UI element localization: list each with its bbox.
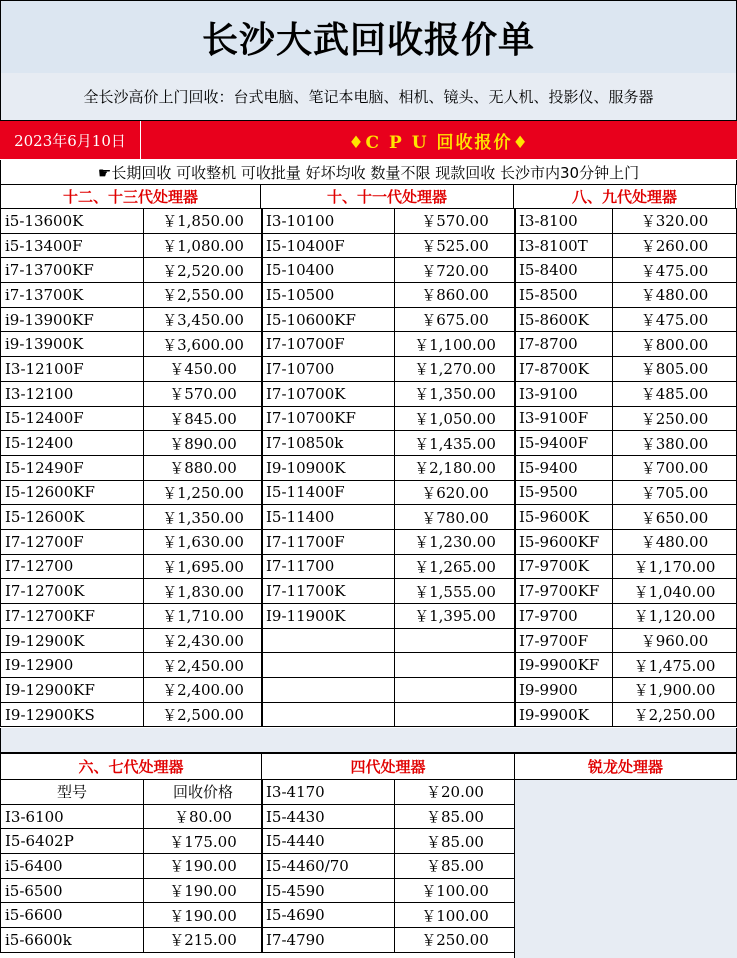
- table-row: [1, 209, 263, 234]
- table-row: [262, 604, 516, 629]
- price-cell: ￥2,550.00: [144, 283, 263, 308]
- model-cell: I7-11700F: [262, 529, 395, 554]
- table-row: [515, 307, 737, 332]
- table-row: [1, 332, 263, 357]
- price-cell: ￥860.00: [395, 283, 516, 308]
- model-cell: I7-11700K: [262, 579, 395, 604]
- table-row: [515, 579, 737, 604]
- price-cell: ￥620.00: [395, 480, 516, 505]
- model-cell: I5-4690: [262, 903, 395, 928]
- model-cell: I5-9400F: [515, 431, 613, 456]
- model-cell: I5-12400F: [1, 406, 144, 431]
- table-row: [515, 505, 737, 530]
- table-row: [1, 480, 263, 505]
- model-cell: i5-13600K: [1, 209, 144, 234]
- table-row: [262, 829, 516, 854]
- table-row: [515, 455, 737, 480]
- table-row: [515, 678, 737, 703]
- table-row: [262, 702, 516, 727]
- table-row: [1, 406, 263, 431]
- table-row: [1, 579, 263, 604]
- table-row: [262, 209, 516, 234]
- table-row: [262, 554, 516, 579]
- gen6-7-table: [0, 779, 263, 953]
- table-row: [1, 829, 263, 854]
- model-cell: I5-4430: [262, 804, 395, 829]
- model-cell: I5-9600K: [515, 505, 613, 530]
- model-cell: I5-8500: [515, 283, 613, 308]
- model-cell: I7-10850k: [262, 431, 395, 456]
- model-cell: I5-10500: [262, 283, 395, 308]
- spacer-row: [0, 728, 737, 753]
- section-ryzen: 锐龙处理器: [514, 753, 737, 780]
- price-cell: ￥380.00: [613, 431, 737, 456]
- table-row: [262, 903, 516, 928]
- price-cell: ￥845.00: [144, 406, 263, 431]
- table-row: [1, 455, 263, 480]
- model-cell: I5-10400F: [262, 233, 395, 258]
- price-cell: ￥2,250.00: [613, 702, 737, 727]
- subtitle: 全长沙高价上门回收：台式电脑、笔记本电脑、相机、镜头、无人机、投影仪、服务器: [0, 73, 737, 121]
- table-row: [1, 381, 263, 406]
- model-cell: I5-12490F: [1, 455, 144, 480]
- price-cell: ￥1,265.00: [395, 554, 516, 579]
- price-cell: [395, 653, 516, 678]
- price-cell: ￥1,695.00: [144, 554, 263, 579]
- price-cell: ￥1,435.00: [395, 431, 516, 456]
- model-cell: I9-12900: [1, 653, 144, 678]
- section-gen10-11: 十、十一代处理器: [261, 185, 514, 209]
- model-cell: I9-11900K: [262, 604, 395, 629]
- price-cell: ￥80.00: [144, 804, 263, 829]
- table-row: [1, 307, 263, 332]
- model-cell: I7-8700: [515, 332, 613, 357]
- price-cell: ￥1,350.00: [395, 381, 516, 406]
- model-cell: I5-12600KF: [1, 480, 144, 505]
- table-row: [515, 406, 737, 431]
- table-row: [262, 653, 516, 678]
- table-row: [262, 307, 516, 332]
- price-cell: ￥480.00: [613, 283, 737, 308]
- model-cell: i5-6600: [1, 903, 144, 928]
- header-row: [1, 780, 263, 805]
- table-row: [515, 480, 737, 505]
- price-cell: ￥2,450.00: [144, 653, 263, 678]
- table-row: [262, 431, 516, 456]
- table-row: [1, 604, 263, 629]
- price-cell: ￥260.00: [613, 233, 737, 258]
- price-cell: ￥20.00: [395, 780, 516, 805]
- price-cell: ￥190.00: [144, 854, 263, 879]
- price-cell: ￥880.00: [144, 455, 263, 480]
- price-cell: ￥215.00: [144, 928, 263, 953]
- service-note: ☛长期回收 可收整机 可收批量 好坏均收 数量不限 现款回收 长沙市内30分钟上门: [0, 160, 737, 185]
- section-gen12-13: 十二、十三代处理器: [0, 185, 261, 209]
- price-cell: ￥100.00: [395, 903, 516, 928]
- gen8-9-table: [514, 208, 737, 727]
- table-row: [1, 505, 263, 530]
- model-cell: I7-12700K: [1, 579, 144, 604]
- model-cell: [262, 702, 395, 727]
- table-row: [262, 455, 516, 480]
- col-model-header: 型号: [1, 780, 144, 805]
- model-cell: I7-12700: [1, 554, 144, 579]
- table-row: [262, 332, 516, 357]
- model-cell: I3-9100F: [515, 406, 613, 431]
- gen12-13-table: [0, 208, 263, 727]
- model-cell: [262, 628, 395, 653]
- red-banner: [0, 121, 737, 159]
- price-cell: ￥780.00: [395, 505, 516, 530]
- price-cell: ￥2,430.00: [144, 628, 263, 653]
- table-row: [262, 928, 516, 953]
- table-row: [262, 233, 516, 258]
- model-cell: I7-10700: [262, 357, 395, 382]
- price-cell: ￥805.00: [613, 357, 737, 382]
- table-row: [1, 653, 263, 678]
- table-row: [515, 702, 737, 727]
- price-cell: [395, 628, 516, 653]
- model-cell: I5-12600K: [1, 505, 144, 530]
- table-row: [515, 628, 737, 653]
- model-cell: I5-10600KF: [262, 307, 395, 332]
- model-cell: I5-9400: [515, 455, 613, 480]
- price-cell: ￥720.00: [395, 258, 516, 283]
- price-cell: ￥175.00: [144, 829, 263, 854]
- table-row: [262, 878, 516, 903]
- cpu-quote-heading: ♦C P U 回收报价♦: [348, 132, 530, 153]
- price-cell: ￥1,270.00: [395, 357, 516, 382]
- table-row: [262, 381, 516, 406]
- price-cell: ￥2,400.00: [144, 678, 263, 703]
- table-row: [262, 780, 516, 805]
- table-row: [1, 357, 263, 382]
- price-cell: ￥1,630.00: [144, 529, 263, 554]
- model-cell: I3-4170: [262, 780, 395, 805]
- price-cell: [395, 678, 516, 703]
- table-row: [515, 209, 737, 234]
- table-row: [262, 258, 516, 283]
- model-cell: I5-4460/70: [262, 854, 395, 879]
- price-cell: ￥1,350.00: [144, 505, 263, 530]
- table-row: [515, 604, 737, 629]
- model-cell: i5-6500: [1, 878, 144, 903]
- table-row: [515, 529, 737, 554]
- model-cell: I3-12100F: [1, 357, 144, 382]
- table-row: [262, 283, 516, 308]
- price-cell: ￥570.00: [395, 209, 516, 234]
- model-cell: I3-9100: [515, 381, 613, 406]
- table-row: [262, 579, 516, 604]
- table-row: [262, 804, 516, 829]
- table-row: [262, 529, 516, 554]
- model-cell: I9-12900K: [1, 628, 144, 653]
- price-cell: ￥700.00: [613, 455, 737, 480]
- model-cell: I5-4590: [262, 878, 395, 903]
- price-cell: ￥190.00: [144, 903, 263, 928]
- price-cell: ￥1,170.00: [613, 554, 737, 579]
- price-cell: ￥85.00: [395, 829, 516, 854]
- price-cell: ￥1,555.00: [395, 579, 516, 604]
- price-cell: [395, 702, 516, 727]
- price-cell: ￥800.00: [613, 332, 737, 357]
- price-cell: ￥1,250.00: [144, 480, 263, 505]
- model-cell: I7-9700: [515, 604, 613, 629]
- price-cell: ￥100.00: [395, 878, 516, 903]
- model-cell: i5-6400: [1, 854, 144, 879]
- table-row: [262, 406, 516, 431]
- price-cell: ￥570.00: [144, 381, 263, 406]
- table-row: [262, 505, 516, 530]
- model-cell: I9-10900K: [262, 455, 395, 480]
- model-cell: I3-12100: [1, 381, 144, 406]
- page-title: 长沙大武回收报价单: [0, 0, 737, 74]
- model-cell: i5-6600k: [1, 928, 144, 953]
- table-row: [262, 678, 516, 703]
- price-cell: ￥1,900.00: [613, 678, 737, 703]
- price-cell: ￥1,120.00: [613, 604, 737, 629]
- model-cell: i5-13400F: [1, 233, 144, 258]
- model-cell: I5-9600KF: [515, 529, 613, 554]
- price-cell: ￥475.00: [613, 307, 737, 332]
- table-row: [1, 233, 263, 258]
- price-cell: ￥2,180.00: [395, 455, 516, 480]
- table-row: [1, 628, 263, 653]
- table-row: [262, 357, 516, 382]
- table-row: [515, 653, 737, 678]
- price-cell: ￥1,830.00: [144, 579, 263, 604]
- model-cell: i9-13900K: [1, 332, 144, 357]
- model-cell: I7-10700K: [262, 381, 395, 406]
- price-cell: ￥675.00: [395, 307, 516, 332]
- table-row: [515, 258, 737, 283]
- model-cell: I5-6402P: [1, 829, 144, 854]
- price-cell: ￥1,040.00: [613, 579, 737, 604]
- price-cell: ￥85.00: [395, 854, 516, 879]
- model-cell: I9-12900KF: [1, 678, 144, 703]
- table-row: [515, 357, 737, 382]
- price-cell: ￥475.00: [613, 258, 737, 283]
- price-cell: ￥450.00: [144, 357, 263, 382]
- price-cell: ￥1,850.00: [144, 209, 263, 234]
- col-price-header: 回收价格: [144, 780, 263, 805]
- price-cell: ￥3,600.00: [144, 332, 263, 357]
- model-cell: I7-10700KF: [262, 406, 395, 431]
- model-cell: I5-9500: [515, 480, 613, 505]
- price-cell: ￥650.00: [613, 505, 737, 530]
- price-cell: ￥320.00: [613, 209, 737, 234]
- price-cell: ￥890.00: [144, 431, 263, 456]
- price-cell: ￥190.00: [144, 878, 263, 903]
- price-cell: ￥1,050.00: [395, 406, 516, 431]
- model-cell: I5-12400: [1, 431, 144, 456]
- model-cell: i7-13700KF: [1, 258, 144, 283]
- model-cell: I3-6100: [1, 804, 144, 829]
- model-cell: I9-9900: [515, 678, 613, 703]
- table-row: [1, 878, 263, 903]
- table-row: [515, 233, 737, 258]
- table-row: [1, 702, 263, 727]
- price-cell: ￥705.00: [613, 480, 737, 505]
- price-cell: ￥1,100.00: [395, 332, 516, 357]
- table-row: [1, 258, 263, 283]
- table-row: [262, 628, 516, 653]
- table-row: [515, 431, 737, 456]
- model-cell: I5-11400: [262, 505, 395, 530]
- model-cell: I5-8600K: [515, 307, 613, 332]
- model-cell: i7-13700K: [1, 283, 144, 308]
- model-cell: I7-9700F: [515, 628, 613, 653]
- model-cell: I7-10700F: [262, 332, 395, 357]
- price-cell: ￥1,710.00: [144, 604, 263, 629]
- model-cell: I7-12700KF: [1, 604, 144, 629]
- price-cell: ￥1,395.00: [395, 604, 516, 629]
- date-label: 2023年6月10日: [0, 121, 141, 159]
- model-cell: I5-8400: [515, 258, 613, 283]
- table-row: [515, 381, 737, 406]
- section-gen4: 四代处理器: [261, 753, 515, 780]
- table-row: [515, 554, 737, 579]
- section-gen6-7: 六、七代处理器: [0, 753, 262, 780]
- gen10-11-table: [261, 208, 516, 727]
- price-cell: ￥1,230.00: [395, 529, 516, 554]
- model-cell: I9-9900KF: [515, 653, 613, 678]
- table-row: [1, 903, 263, 928]
- table-row: [515, 332, 737, 357]
- section-gen8-9: 八、九代处理器: [514, 185, 736, 209]
- table-row: [262, 480, 516, 505]
- table-row: [515, 283, 737, 308]
- gen4-table: [261, 779, 516, 953]
- model-cell: I5-11400F: [262, 480, 395, 505]
- table-row: [262, 854, 516, 879]
- price-cell: ￥3,450.00: [144, 307, 263, 332]
- price-cell: ￥2,520.00: [144, 258, 263, 283]
- price-cell: ￥250.00: [395, 928, 516, 953]
- model-cell: I7-8700K: [515, 357, 613, 382]
- price-cell: ￥1,475.00: [613, 653, 737, 678]
- price-cell: ￥480.00: [613, 529, 737, 554]
- table-row: [1, 431, 263, 456]
- model-cell: I7-11700: [262, 554, 395, 579]
- model-cell: I3-8100T: [515, 233, 613, 258]
- model-cell: I7-4790: [262, 928, 395, 953]
- price-cell: ￥85.00: [395, 804, 516, 829]
- model-cell: [262, 678, 395, 703]
- model-cell: I9-9900K: [515, 702, 613, 727]
- model-cell: I7-9700K: [515, 554, 613, 579]
- model-cell: I3-10100: [262, 209, 395, 234]
- table-row: [1, 854, 263, 879]
- price-cell: ￥250.00: [613, 406, 737, 431]
- table-row: [1, 678, 263, 703]
- table-row: [1, 804, 263, 829]
- model-cell: I5-4440: [262, 829, 395, 854]
- model-cell: I5-10400: [262, 258, 395, 283]
- price-cell: ￥960.00: [613, 628, 737, 653]
- table-row: [1, 283, 263, 308]
- price-cell: ￥2,500.00: [144, 702, 263, 727]
- price-cell: ￥525.00: [395, 233, 516, 258]
- table-row: [1, 554, 263, 579]
- table-row: [1, 529, 263, 554]
- price-cell: ￥485.00: [613, 381, 737, 406]
- table-row: [1, 928, 263, 953]
- model-cell: [262, 653, 395, 678]
- model-cell: I7-12700F: [1, 529, 144, 554]
- ryzen-empty-area: [514, 780, 737, 958]
- model-cell: I9-12900KS: [1, 702, 144, 727]
- model-cell: i9-13900KF: [1, 307, 144, 332]
- price-cell: ￥1,080.00: [144, 233, 263, 258]
- model-cell: I7-9700KF: [515, 579, 613, 604]
- model-cell: I3-8100: [515, 209, 613, 234]
